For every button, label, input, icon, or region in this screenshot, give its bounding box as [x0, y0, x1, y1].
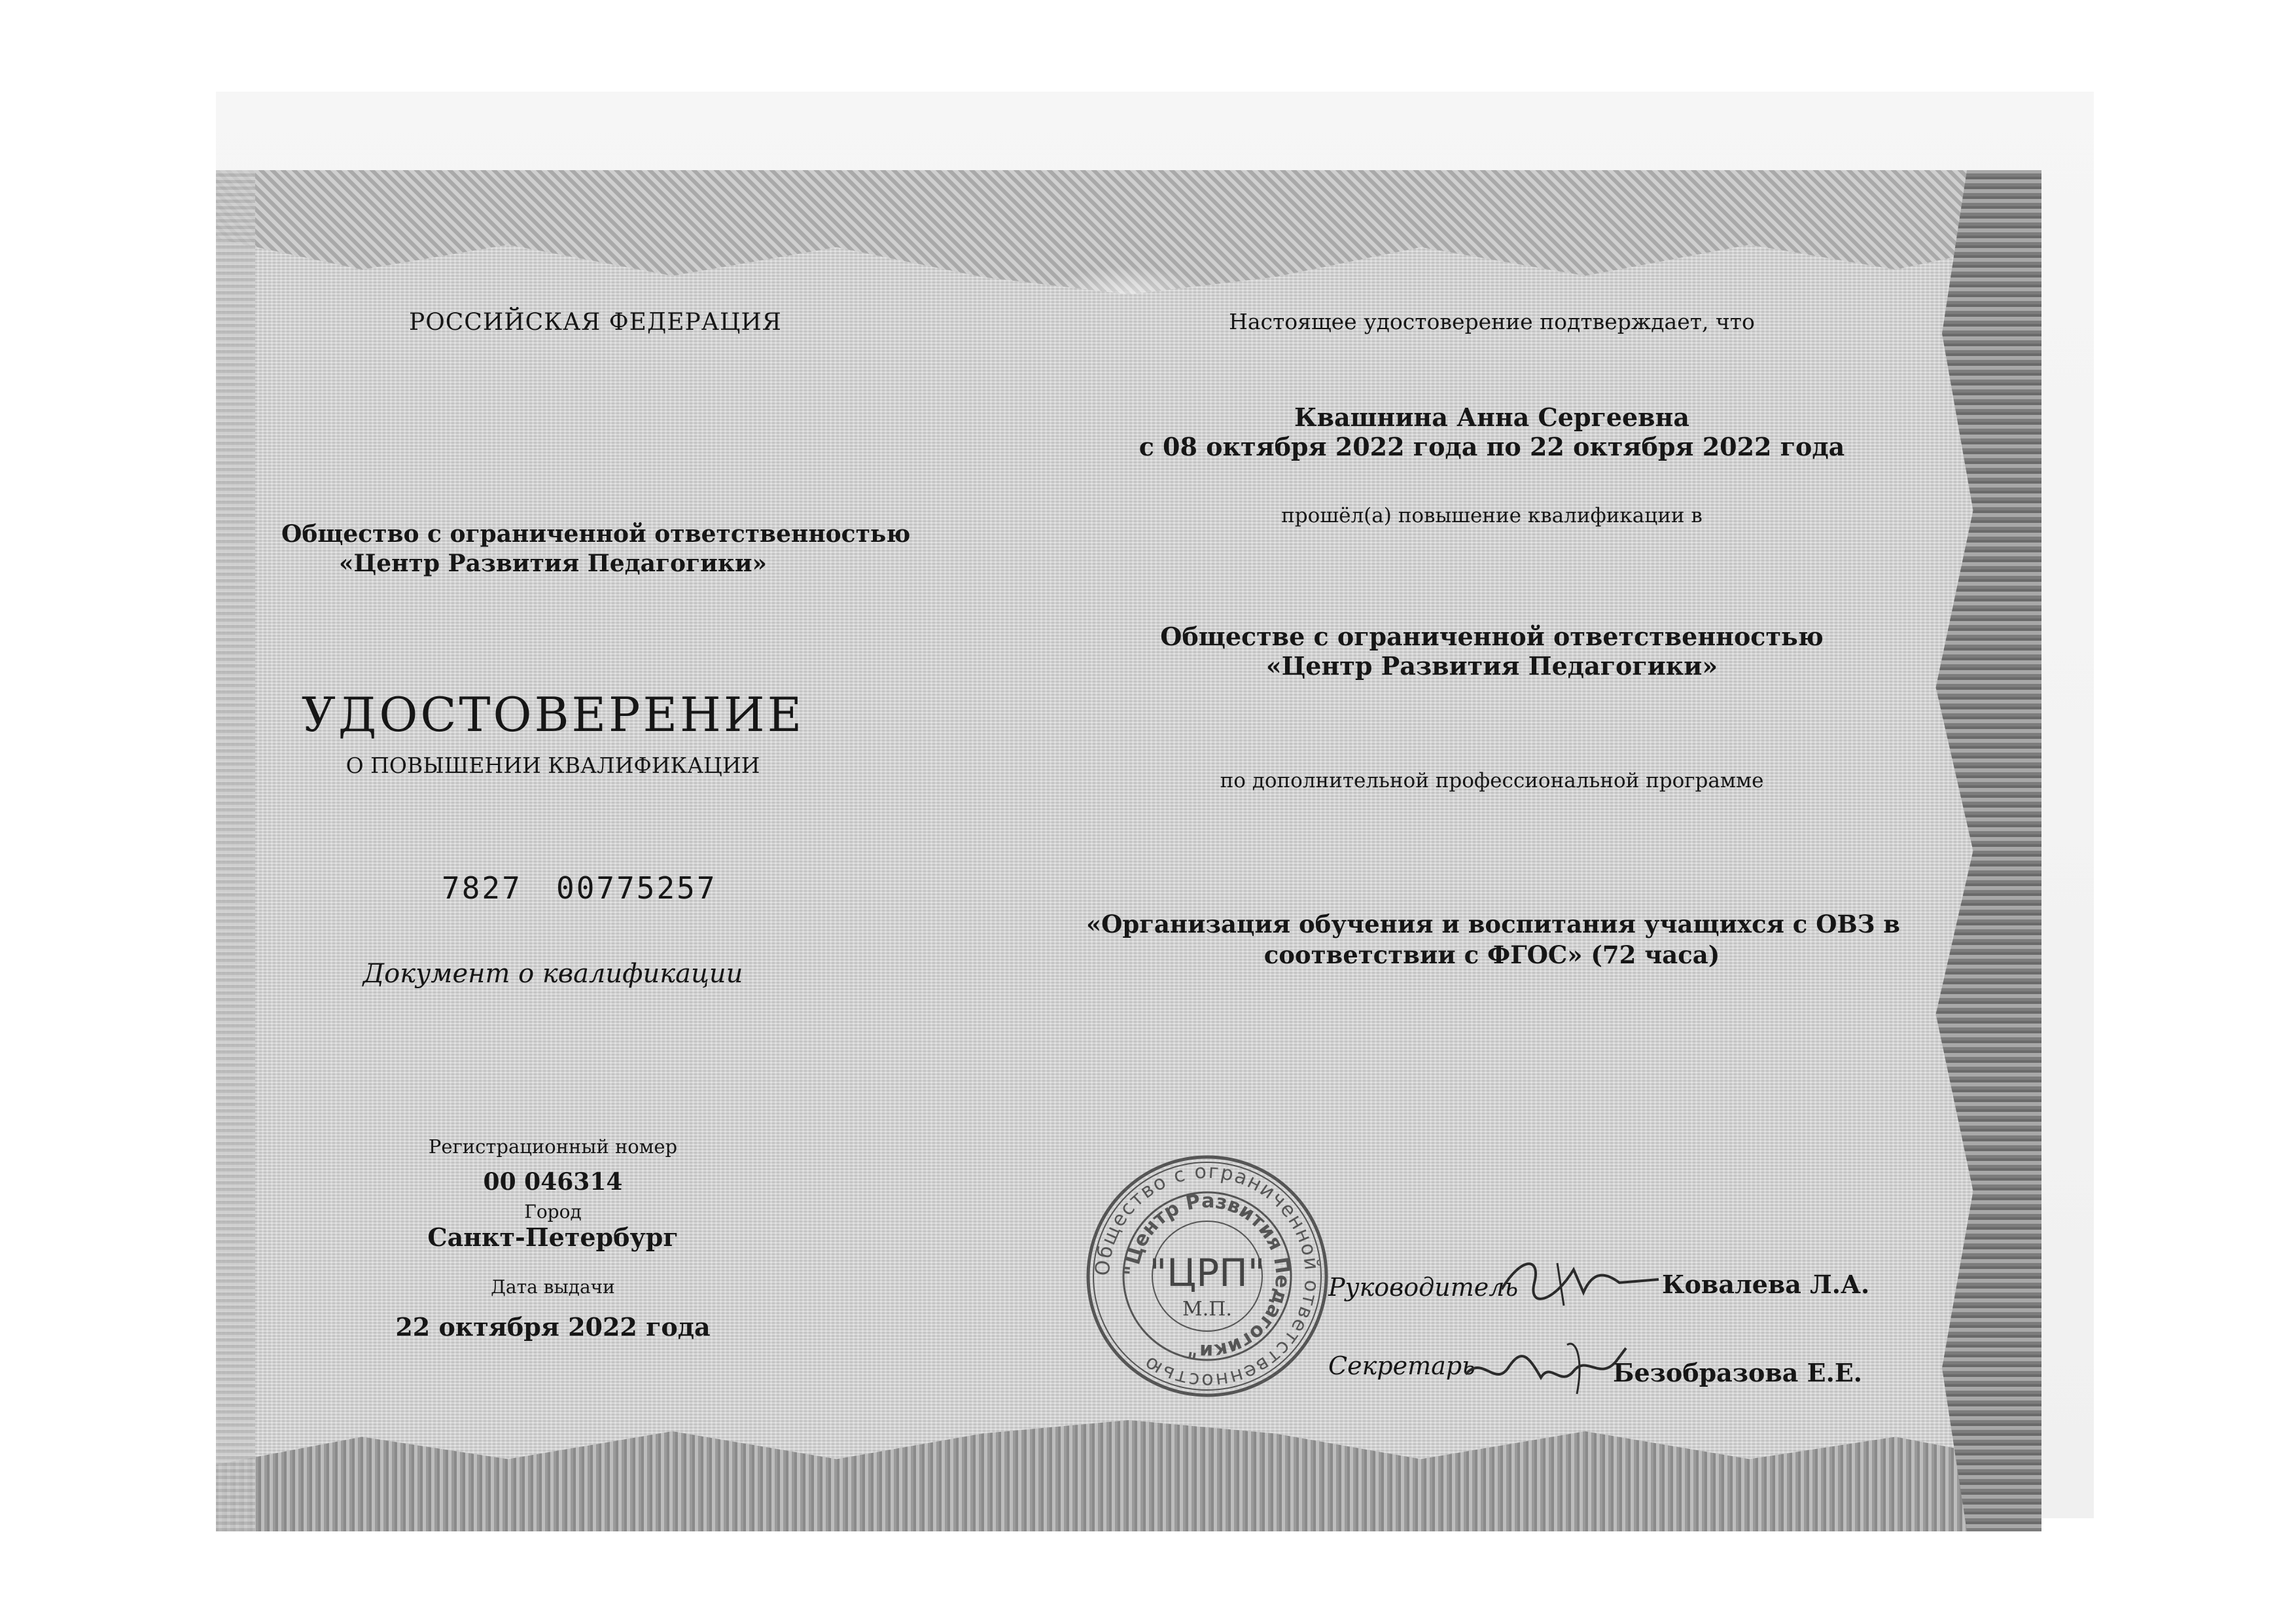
- head-name: Ковалева Л.А.: [1662, 1270, 1870, 1299]
- ornament-border-bottom: [216, 1420, 2041, 1531]
- issue-date-label: Дата выдачи: [491, 1276, 615, 1298]
- program-title-line1: «Организация обучения и воспитания учащихся с ОВЗ в: [1086, 910, 1900, 938]
- program-title-line2: соответствии с ФГОС» (72 часа): [1263, 940, 1720, 969]
- recipient-name: Квашнина Анна Сергеевна: [1294, 402, 1689, 432]
- stamp-mp-text: М.П.: [1182, 1298, 1232, 1321]
- city-label: Город: [524, 1201, 582, 1222]
- svg-text:Общество с ограниченной ответс: Общество с ограниченной ответственностью: [1091, 1160, 1324, 1393]
- svg-text:"Центр Развития Педагогики": "Центр Развития Педагогики": [1120, 1189, 1294, 1363]
- form-number: 00775257: [556, 870, 717, 906]
- course-period: с 08 октября 2022 года по 22 октября 2022 года: [1139, 432, 1845, 461]
- city-value: Санкт-Петербург: [427, 1222, 679, 1252]
- secretary-name: Безобразова Е.Е.: [1613, 1358, 1863, 1387]
- country-label: РОССИЙСКАЯ ФЕДЕРАЦИЯ: [409, 309, 782, 336]
- certificate: [216, 170, 2041, 1531]
- secretary-signature: [1462, 1335, 1633, 1407]
- intro-text: Настоящее удостоверение подтверждает, что: [1229, 309, 1755, 334]
- program-intro: по дополнительной профессиональной программе: [1220, 769, 1764, 793]
- registration-number-label: Регистрационный номер: [428, 1135, 678, 1158]
- registration-number: 00 046314: [483, 1168, 623, 1196]
- form-series: 7827: [442, 870, 522, 906]
- stamp-center-text: "ЦРП": [1149, 1251, 1265, 1295]
- document-subtitle: О ПОВЫШЕНИИ КВАЛИФИКАЦИИ: [345, 753, 760, 778]
- ornament-border-top: [216, 170, 2041, 294]
- provider-org-line2: «Центр Развития Педагогики»: [1265, 651, 1718, 681]
- document-title: УДОСТОВЕРЕНИЕ: [301, 687, 805, 742]
- head-label: Руководитель: [1328, 1273, 1519, 1302]
- issuer-org-line1: Общество с ограниченной ответственностью: [281, 520, 911, 548]
- document-type-label: Документ о квалификации: [362, 959, 743, 989]
- issuer-org-line2: «Центр Развития Педагогики»: [338, 550, 768, 577]
- ornament-border-right: [1917, 170, 2041, 1531]
- provider-org-line1: Обществе с ограниченной ответственностью: [1160, 622, 1824, 651]
- passed-text: прошёл(а) повышение квалификации в: [1281, 504, 1703, 527]
- issue-date: 22 октября 2022 года: [395, 1312, 711, 1342]
- round-stamp: [1083, 1152, 1332, 1400]
- ornament-border-left: [216, 170, 255, 1531]
- head-signature: [1495, 1243, 1665, 1315]
- secretary-label: Секретарь: [1328, 1351, 1475, 1380]
